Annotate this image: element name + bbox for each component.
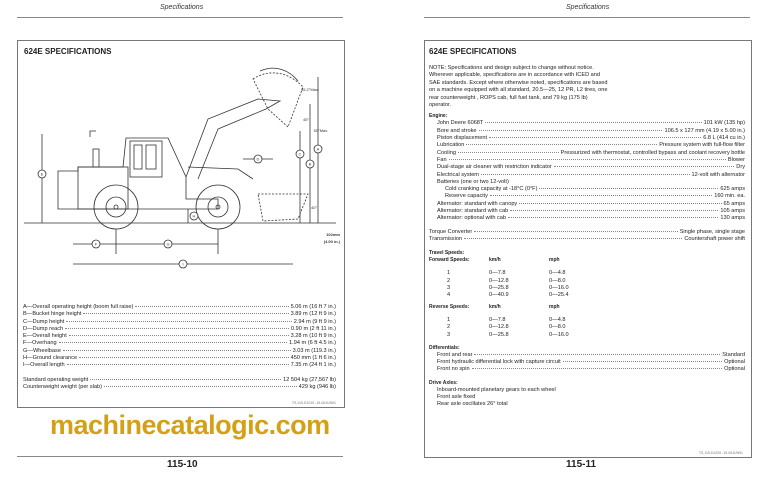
speed-row: [429, 292, 745, 299]
dot-leader: [464, 238, 682, 239]
left-page-number: 115-10: [167, 459, 198, 470]
speed-row: [429, 278, 745, 285]
speed-kmh: 0—7.8: [489, 316, 506, 323]
spec-value: Pressurized with thermostat, controlled bypass and coolant recovery bottle: [560, 149, 745, 156]
spec-row: [429, 236, 745, 243]
spec-row: [429, 186, 745, 193]
spec-label: Electrical system: [437, 171, 479, 178]
axle-item: Front axle fixed: [437, 394, 476, 401]
speed-mph: 0—16.0: [549, 285, 569, 292]
speed-col-heading: Forward Speeds:: [429, 257, 470, 264]
right-figure-code: TS,115,D1020 -19-06JUN91: [698, 451, 743, 455]
spec-label: A—Overall operating height (boom full raise): [23, 304, 134, 310]
spec-label: B—Bucket hinge height: [23, 311, 82, 318]
engine-heading: Engine:: [429, 113, 448, 120]
spec-value: Standard: [722, 351, 745, 358]
loader-dimension-diagram: [18, 59, 344, 274]
spec-label: Fan: [437, 156, 447, 163]
spec-label: Alternator: standard with cab: [437, 208, 509, 214]
speed-row: [429, 332, 745, 339]
spec-value: 3.89 m (12 ft 9 in.): [290, 311, 336, 318]
spec-label: Alternator: standard with canopy: [437, 200, 518, 207]
spec-value: 130 amps: [720, 215, 745, 222]
spec-label: Lubrication: [437, 142, 465, 149]
spec-label: Piston displacement: [437, 135, 488, 142]
spec-row: [23, 355, 336, 362]
spec-value: Pressure system with full-flow filter: [659, 142, 745, 149]
drivetrain-spec-list: [429, 229, 745, 244]
dot-leader: [466, 144, 657, 145]
spec-value: 7.35 m (24 ft 1 in.): [290, 362, 336, 369]
spec-row: [429, 135, 745, 142]
left-page-title: 624E SPECIFICATIONS: [24, 47, 112, 56]
spec-label: Counterweight weight (per slab): [23, 384, 102, 391]
spec-row: [23, 319, 336, 326]
spec-row: [23, 362, 336, 369]
dot-leader: [79, 357, 289, 358]
spec-value: Optional: [724, 366, 745, 373]
gear: 1: [447, 270, 451, 277]
spec-row: [23, 348, 336, 355]
spec-label: D—Dump reach: [23, 325, 64, 332]
dot-leader: [481, 174, 690, 175]
spec-value: 1.94 m (6 ft 4.5 in.): [289, 340, 336, 347]
spec-label: John Deere 6068T: [437, 120, 484, 127]
left-footer-rule: [17, 456, 343, 457]
speed-row: [429, 324, 745, 331]
speed-mph: 0—25.4: [549, 292, 569, 299]
angle-dump-max: 55.2°Max.: [300, 87, 320, 92]
spec-value: 65 amps: [723, 200, 745, 207]
spec-row: [429, 359, 745, 366]
spec-label: Front hydraulic differential lock with capture circuit: [437, 359, 561, 366]
dot-leader: [472, 368, 723, 369]
spec-label: Alternator: optional with cab: [437, 215, 507, 222]
gear: 3: [447, 331, 451, 338]
spec-value: 429 kg (946 lb): [298, 384, 336, 391]
dot-leader: [563, 361, 723, 362]
spec-row: [23, 333, 336, 340]
dot-leader: [490, 195, 712, 196]
spec-row: [429, 172, 745, 179]
weight-list: [23, 377, 336, 392]
speed-row: [429, 270, 745, 277]
spec-row: [429, 128, 745, 135]
dot-leader: [474, 231, 677, 232]
speed-kmh: 0—12.8: [489, 324, 509, 331]
speed-kmh: 0—40.9: [489, 292, 509, 299]
spec-row: [429, 142, 745, 149]
left-running-header: Specifications: [160, 4, 204, 11]
speed-col-col2: mph: [549, 303, 560, 310]
spec-label: H—Ground clearance: [23, 355, 78, 362]
angle-dump: 45°: [302, 117, 310, 122]
spec-row: [23, 377, 336, 384]
right-page-number: 115-11: [566, 459, 597, 470]
drive-axles-heading: Drive Axles:: [429, 379, 458, 386]
gear: 2: [447, 324, 451, 331]
spec-label: E—Overall height: [23, 333, 67, 340]
spec-row: [429, 164, 745, 171]
spec-value: 12-volt with alternator: [691, 171, 745, 178]
spec-label: G—Wheelbase: [23, 347, 61, 354]
label-i: I: [182, 261, 184, 267]
spec-label: Reserve capacity: [445, 193, 488, 200]
speed-table-header: [429, 304, 745, 311]
label-h: H: [192, 213, 196, 219]
forward-speeds-table: [429, 257, 745, 299]
gear: 2: [447, 277, 451, 284]
axle-item: Rear axle oscillates 26° total: [437, 401, 508, 408]
watermark: machinecatalogic.com: [50, 410, 330, 440]
spec-row: [23, 384, 336, 391]
label-e: E: [40, 171, 44, 177]
spec-label: C—Dump height: [23, 318, 65, 325]
spec-row: [429, 201, 745, 208]
label-b: B: [308, 161, 312, 167]
gear: 4: [447, 292, 451, 299]
dot-leader: [104, 386, 297, 387]
dot-leader: [65, 328, 289, 329]
differentials-list: [429, 352, 745, 374]
speed-kmh: 0—12.8: [489, 277, 509, 284]
spec-note: NOTE: Specifications and design subject to change without notice. Wherever applicable, specifications are in accordance with ICED and SAE standards. Except where otherwise noted, specifications are based on a machine equipped with all standard, 20.5—25, 12 PR, L2 tires, one rear counterweight , ROPS cab, full fuel tank, and 79 kg (175 lb) operator.: [429, 65, 608, 109]
spec-row: [429, 150, 745, 157]
spec-row: [23, 326, 336, 333]
dot-leader: [83, 313, 288, 314]
speed-kmh: 0—25.8: [489, 331, 509, 338]
dot-leader: [59, 342, 287, 343]
spec-value: 160 min. ea.: [714, 193, 745, 200]
engine-spec-list: [429, 120, 745, 222]
spec-value: 12 504 kg (27,567 lb): [283, 377, 336, 383]
differentials-heading: Differentials:: [429, 344, 460, 351]
dot-leader: [508, 217, 718, 218]
speed-mph: 0—8.0: [549, 324, 566, 331]
right-header-rule: [424, 17, 750, 18]
spec-value: 0.90 m (2 ft 11 in.): [291, 325, 336, 332]
spec-label: Transmission: [429, 235, 463, 242]
spec-label: Batteries (one or two 12-volt): [437, 178, 509, 185]
dot-leader: [449, 159, 726, 160]
label-d: D: [256, 156, 260, 162]
spec-value: 105 amps: [720, 208, 745, 214]
spec-row: [429, 366, 745, 373]
spec-label: Dual-stage air cleaner with restriction indicator: [437, 164, 552, 171]
clearance-in: (4.00 in.): [323, 239, 340, 244]
spec-row: [23, 340, 336, 347]
spec-row: [23, 311, 336, 318]
speed-kmh: 0—25.8: [489, 285, 509, 292]
spec-label: Cold cranking capacity at -18°C (0°F): [445, 186, 538, 193]
spec-label: Torque Converter: [429, 228, 473, 235]
speed-col-col1: km/h: [489, 257, 501, 264]
clearance-mm: 102mm: [326, 232, 340, 237]
dot-leader: [539, 188, 718, 189]
speed-table-header: [429, 257, 745, 264]
spec-row: [429, 179, 745, 186]
dimension-list: [23, 304, 336, 370]
spec-value: Optional: [724, 359, 745, 366]
spec-row: [429, 215, 745, 222]
dot-leader: [485, 122, 701, 123]
right-running-header: Specifications: [566, 4, 610, 11]
dot-leader: [554, 166, 735, 167]
spec-row: [429, 208, 745, 215]
spec-value: Single phase, single stage: [679, 228, 745, 235]
angle-rollback: 40°: [310, 205, 318, 210]
spec-label: Front and rear: [437, 351, 473, 358]
spec-value: Dry: [736, 164, 745, 171]
spec-label: Standard operating weight: [23, 377, 89, 383]
left-header-rule: [17, 17, 343, 18]
dot-leader: [479, 130, 663, 131]
spec-label: I—Overall length: [23, 362, 65, 369]
axle-item: Inboard-mounted planetary gears to each wheel: [437, 386, 556, 393]
label-f: F: [94, 241, 98, 247]
spec-value: 101 kW (135 hp): [703, 120, 745, 127]
spec-value: 2.94 m (9 ft 9 in.): [293, 318, 336, 325]
spec-value: 5.06 m (16 ft 7 in.): [290, 304, 336, 310]
label-a: A: [316, 146, 320, 152]
angle-dump-max-lower: 50°Max.: [313, 128, 329, 133]
speed-row: [429, 285, 745, 292]
spec-value: 450 mm (1 ft 6 in.): [290, 355, 336, 362]
gear: 3: [447, 285, 451, 292]
spec-label: Bore and stroke: [437, 127, 477, 134]
gear: 1: [447, 316, 451, 323]
spec-value: 3.03 m (119.3 in.): [292, 347, 336, 354]
speed-mph: 0—8.0: [549, 277, 566, 284]
drive-axles-list: [429, 387, 745, 409]
speed-col-heading: Reverse Speeds:: [429, 303, 470, 310]
spec-value: 625 amps: [720, 186, 745, 193]
speed-mph: 0—16.0: [549, 331, 569, 338]
speed-kmh: 0—7.8: [489, 270, 506, 277]
spec-row: [429, 229, 745, 236]
dot-leader: [458, 152, 559, 153]
label-c: C: [298, 151, 302, 157]
spec-label: Cooling: [437, 149, 456, 156]
spec-label: Front no spin: [437, 366, 470, 373]
left-figure-code: TS,115,D1019 -19-06JUN91: [291, 401, 336, 405]
spec-value: 106.5 x 127 mm (4.19 x 5.00 in.): [664, 127, 745, 134]
reverse-speeds-table: [429, 304, 745, 339]
left-spec-panel: [17, 40, 345, 408]
spec-value: Blower: [727, 156, 745, 163]
right-spec-panel: [424, 40, 752, 458]
speed-mph: 0—4.8: [549, 316, 566, 323]
spec-label: F—Overhang: [23, 340, 57, 347]
spec-value: 3.28 m (10 ft 9 in.): [290, 333, 336, 340]
right-page-title: 624E SPECIFICATIONS: [429, 47, 517, 56]
spec-row: [429, 193, 745, 200]
dot-leader: [489, 137, 701, 138]
speed-row: [429, 317, 745, 324]
label-g: G: [166, 241, 170, 247]
travel-speeds-heading: Travel Speeds:: [429, 250, 465, 257]
spec-value: Countershaft power shift: [684, 235, 745, 242]
dot-leader: [66, 321, 291, 322]
spec-row: [429, 120, 745, 127]
dot-leader: [90, 379, 281, 380]
dot-leader: [69, 335, 289, 336]
dot-leader: [474, 354, 720, 355]
spec-row: [429, 157, 745, 164]
dot-leader: [510, 210, 718, 211]
speed-mph: 0—4.8: [549, 270, 566, 277]
spec-row: [23, 304, 336, 311]
speed-col-col1: km/h: [489, 303, 501, 310]
dot-leader: [67, 364, 289, 365]
dot-leader: [519, 203, 721, 204]
speed-col-col2: mph: [549, 257, 560, 264]
spec-value: 6.8 L (414 cu in.): [703, 135, 745, 142]
spec-row: [429, 352, 745, 359]
dot-leader: [135, 306, 288, 307]
dot-leader: [63, 350, 291, 351]
